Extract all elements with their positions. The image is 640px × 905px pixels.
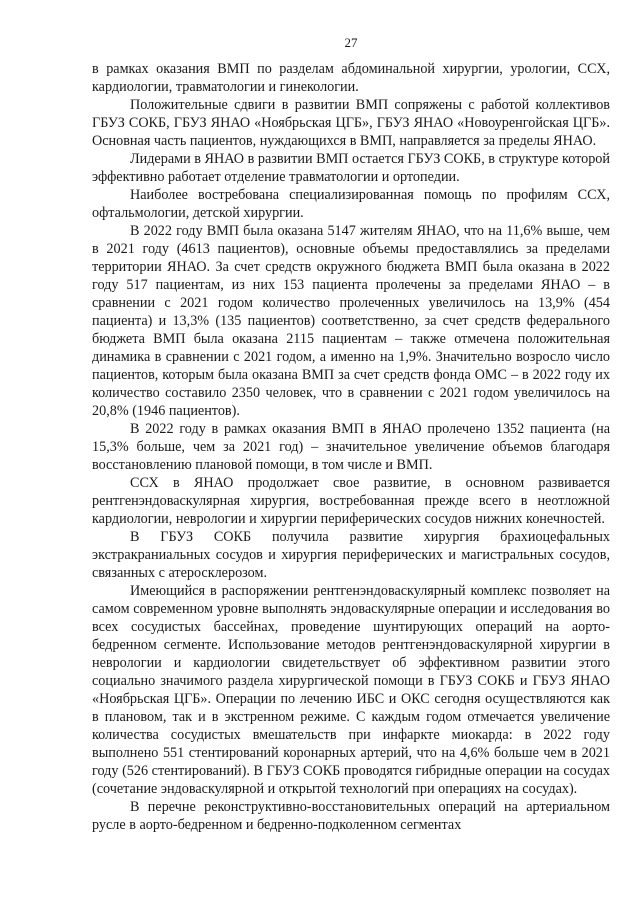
paragraph-1: в рамках оказания ВМП по разделам абдоминальной хирургии, урологии, ССХ, кардиологии, травматологии и гинекологии. [92, 61, 610, 95]
document-page [92, 34, 610, 834]
paragraph-6: В 2022 году в рамках оказания ВМП в ЯНАО пролечено 1352 пациента (на 15,3% больше, чем за 2021 год) – значительное увеличение объемов благодаря восстановлению плановой помощи, в том числе и ВМП. [92, 421, 610, 473]
paragraph-4: Наиболее востребована специализированная помощь по профилям ССХ, офтальмологии, детской хирургии. [92, 187, 610, 221]
paragraph-5: В 2022 году ВМП была оказана 5147 жителям ЯНАО, что на 11,6% выше, чем в 2021 году (4613 пациентов), основные объемы предоставлялись за пределами территории ЯНАО. За счет средств окружного бюджета ВМП была оказана в 2022 году 517 пациентам, из них 153 пациента пролечены за пределами ЯНАО – в сравнении с 2021 годом количество пролеченных увеличилось на 13,9% (454 пациента) и 13,3% (135 пациентов) соответственно, за счет средств федерального бюджета ВМП была оказана 2115 пациентам – также отмечена положительная динамика в сравнении с 2021 годом, а именно на 1,9%. Значительно возросло число пациентов, которым была оказана ВМП за счет средств фонда ОМС – в 2022 году их количество составило 2350 человек, что в сравнении с 2021 годом увеличилось на 20,8% (1946 пациентов). [92, 223, 610, 419]
paragraph-7: ССХ в ЯНАО продолжает свое развитие, в основном развивается рентгенэндоваскулярная хирургия, востребованная прежде всего в неотложной кардиологии, неврологии и хирургии периферических сосудов нижних конечностей. [92, 475, 610, 527]
paragraph-2: Положительные сдвиги в развитии ВМП сопряжены с работой коллективов ГБУЗ СОКБ, ГБУЗ ЯНАО «Ноябрьская ЦГБ», ГБУЗ ЯНАО «Новоуренгойская ЦГБ». Основная часть пациентов, нуждающихся в ВМП, направляется за пределы ЯНАО. [92, 97, 610, 149]
paragraph-9: Имеющийся в распоряжении рентгенэндоваскулярный комплекс позволяет на самом современном уровне выполнять эндоваскулярные операции и исследования во всех сосудистых бассейнах, проведение шунтирующих операций на аорто-бедренном сегменте. Использование методов рентгенэндоваскулярной хирургии в неврологии и кардиологии свидетельствует об эффективном развитии этого социально значимого раздела хирургической помощи в ГБУЗ СОКБ и ГБУЗ ЯНАО «Ноябрьская ЦГБ». Операции по лечению ИБС и ОКС сегодня осуществляются как в плановом, так и в экстренном режиме. С каждым годом отмечается увеличение количества сосудистых вмешательств при инфаркте миокарда: в 2022 году выполнено 551 стентирований коронарных артерий, что на 4,6% больше чем в 2021 году (526 стентирований). В ГБУЗ СОКБ проводятся гибридные операции на сосудах (сочетание эндоваскулярной и открытой технологий при операциях на сосудах). [92, 583, 610, 797]
paragraph-8: В ГБУЗ СОКБ получила развитие хирургия брахиоцефальных экстракраниальных сосудов и хирургия периферических и магистральных сосудов, связанных с атеросклерозом. [92, 529, 610, 581]
page-number: 27 [344, 35, 358, 50]
paragraph-10: В перечне реконструктивно-восстановительных операций на артериальном русле в аорто-бедренном и бедренно-подколенном сегментах [92, 799, 610, 833]
paragraph-3: Лидерами в ЯНАО в развитии ВМП остается ГБУЗ СОКБ, в структуре которой эффективно работает отделение травматологии и ортопедии. [92, 151, 610, 185]
